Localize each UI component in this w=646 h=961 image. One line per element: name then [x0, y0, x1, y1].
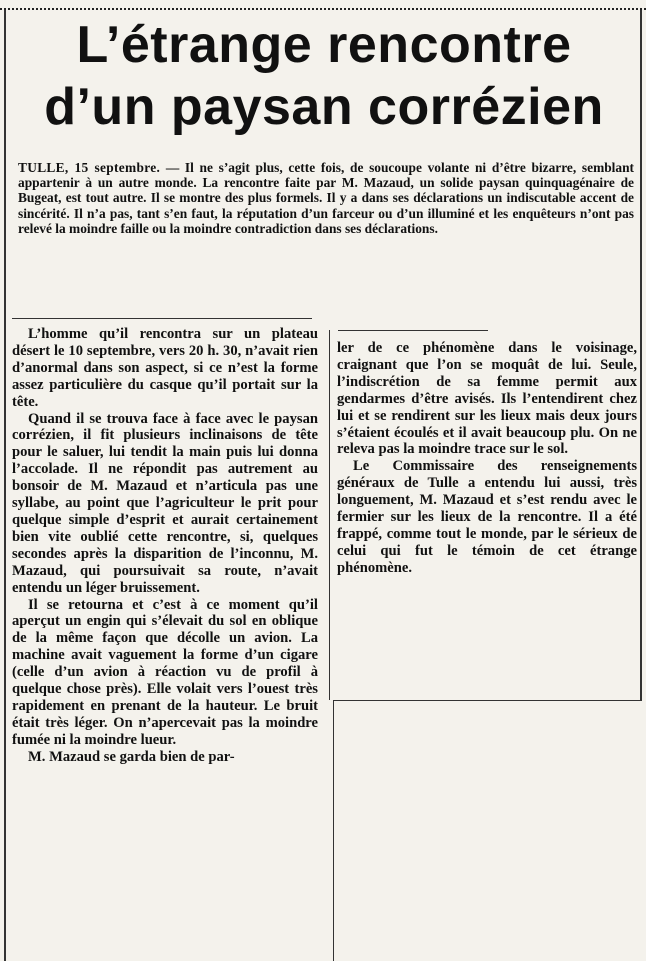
paragraph: M. Mazaud se garda bien de par- — [28, 748, 235, 765]
paragraph: Quand il se trouva face à face avec le paysan corrézien, il fit plusieurs inclinaisons de tête pour le saluer, lui tendit la main puis lui donna l’accolade. Il ne répondit pas autrement au bonsoir de M. Mazaud et n’articula pas une syllabe, au point que l’agriculteur le prit pour quelque simple d’esprit et aurait certainement bien vite oublié cette rencontre, si, quelques secondes après la disparition de l’inconnu, M. Mazaud, qui poursuivait sa route, n’avait entendu un léger bruissement. — [12, 410, 318, 596]
right-column — [337, 340, 637, 577]
headline-line-2: d’un paysan corrézien — [44, 78, 604, 136]
column-divider-lower — [333, 700, 334, 961]
right-border-rule — [640, 10, 642, 700]
column-rule-right — [338, 330, 488, 331]
paragraph: L’homme qu’il rencontra sur un plateau désert le 10 septembre, vers 20 h. 30, n’avait rien d’anormal dans son aspect, si ce n’est la forme assez particulière du casque qu’il portait sur la tête. — [12, 326, 318, 410]
paragraph: Le Commissaire des renseignements généraux de Tulle a entendu lui aussi, très longuement, M. Mazaud et s’est rendu avec le fermier sur les lieux de la rencontre. Il a été frappé, comme tout le monde, par le sérieux de celui qui fut le témoin de cet étrange phénomène. — [337, 458, 637, 576]
dateline: TULLE, 15 septembre. — [18, 160, 161, 175]
headline — [12, 14, 636, 138]
right-column-bottom-rule — [334, 700, 642, 701]
paragraph: Il se retourna et c’est à ce moment qu’il aperçut un engin qui s’élevait du sol en oblique de la même façon que décolle un avion. La machine avait vaguement la forme d’un cigare (celle d’un avion à réaction vu de profil à quelque chose près). Elle volait vers l’ouest très rapidement en prenant de la hauteur. Le bruit était très léger. On n’apercevait pas la moindre fumée ni la moindre lueur. — [12, 596, 318, 748]
lead-paragraph — [18, 160, 634, 236]
column-divider — [329, 330, 330, 700]
headline-line-1: L’étrange rencontre — [76, 16, 572, 74]
paragraph-continued: ler de ce phénomène dans le voisinage, craignant que l’on se moquât de lui. Seule, l’indiscrétion de sa femme permit aux gendarmes d’être avisés. Ils l’entendirent chez lui et se rendirent sur les lieux mais deux jours s’étaient écoulés et il avait beaucoup plu. On ne releva pas la moindre trace sur le sol. — [337, 340, 637, 458]
left-border-rule — [4, 10, 6, 961]
left-column — [12, 326, 318, 766]
top-dotted-border — [0, 0, 646, 10]
column-rule-left — [12, 318, 312, 319]
lead-text: — Il ne s’agit plus, cette fois, de soucoupe volante ni d’être bizarre, semblant appartenir à un autre monde. La rencontre faite par M. Mazaud, un solide paysan quinquagénaire de Bugeat, est tout autre. Il se montre des plus formels. Il y a dans ses déclarations un indiscutable accent de sincérité. Il n’a pas, tant s’en faut, la réputation d’un farceur ou d’un illuminé et les enquêteurs n’ont pas relevé la moindre faille ou la moindre contradiction dans ses déclarations. — [18, 160, 634, 236]
